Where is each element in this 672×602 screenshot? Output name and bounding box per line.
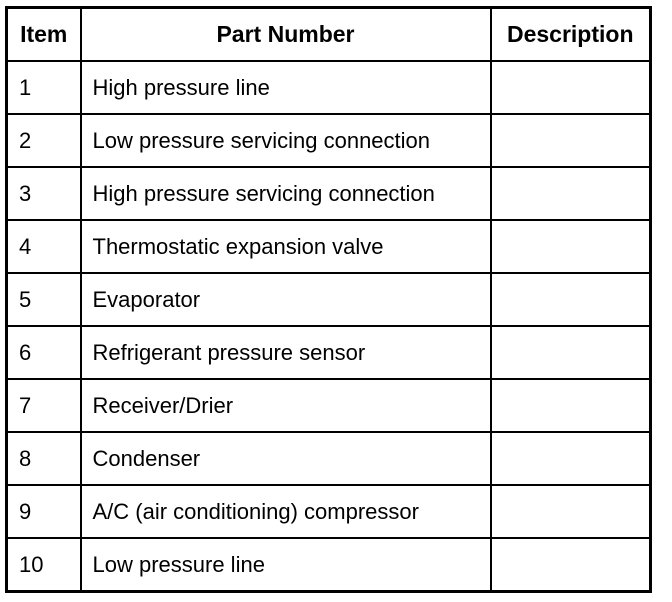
table-row bbox=[7, 114, 651, 167]
description-cell bbox=[491, 379, 651, 432]
table-row bbox=[7, 379, 651, 432]
table-header bbox=[7, 8, 651, 62]
parts-table-container bbox=[5, 6, 652, 593]
description-cell bbox=[491, 432, 651, 485]
part-name: Thermostatic expansion valve bbox=[81, 220, 491, 273]
table-row bbox=[7, 432, 651, 485]
description-cell bbox=[491, 538, 651, 592]
part-name: A/C (air conditioning) compressor bbox=[81, 485, 491, 538]
item-number: 4 bbox=[7, 220, 81, 273]
item-number: 1 bbox=[7, 61, 81, 114]
description-cell bbox=[491, 485, 651, 538]
description-cell bbox=[491, 167, 651, 220]
table-body bbox=[7, 61, 651, 592]
description-cell bbox=[491, 220, 651, 273]
table-row bbox=[7, 273, 651, 326]
part-name: High pressure servicing connection bbox=[81, 167, 491, 220]
table-row bbox=[7, 485, 651, 538]
part-name: Evaporator bbox=[81, 273, 491, 326]
item-number: 6 bbox=[7, 326, 81, 379]
description-cell bbox=[491, 326, 651, 379]
part-name: High pressure line bbox=[81, 61, 491, 114]
part-name: Low pressure line bbox=[81, 538, 491, 592]
description-cell bbox=[491, 273, 651, 326]
part-name: Condenser bbox=[81, 432, 491, 485]
item-number: 8 bbox=[7, 432, 81, 485]
item-number: 7 bbox=[7, 379, 81, 432]
part-name: Receiver/Drier bbox=[81, 379, 491, 432]
item-number: 3 bbox=[7, 167, 81, 220]
header-item: Item bbox=[7, 8, 81, 62]
table-row bbox=[7, 326, 651, 379]
part-name: Low pressure servicing connection bbox=[81, 114, 491, 167]
header-part-number: Part Number bbox=[81, 8, 491, 62]
description-cell bbox=[491, 61, 651, 114]
item-number: 5 bbox=[7, 273, 81, 326]
table-row bbox=[7, 61, 651, 114]
parts-table bbox=[5, 6, 652, 593]
header-description: Description bbox=[491, 8, 651, 62]
table-row bbox=[7, 220, 651, 273]
header-row bbox=[7, 8, 651, 62]
description-cell bbox=[491, 114, 651, 167]
item-number: 10 bbox=[7, 538, 81, 592]
table-row bbox=[7, 538, 651, 592]
table-row bbox=[7, 167, 651, 220]
item-number: 2 bbox=[7, 114, 81, 167]
item-number: 9 bbox=[7, 485, 81, 538]
part-name: Refrigerant pressure sensor bbox=[81, 326, 491, 379]
